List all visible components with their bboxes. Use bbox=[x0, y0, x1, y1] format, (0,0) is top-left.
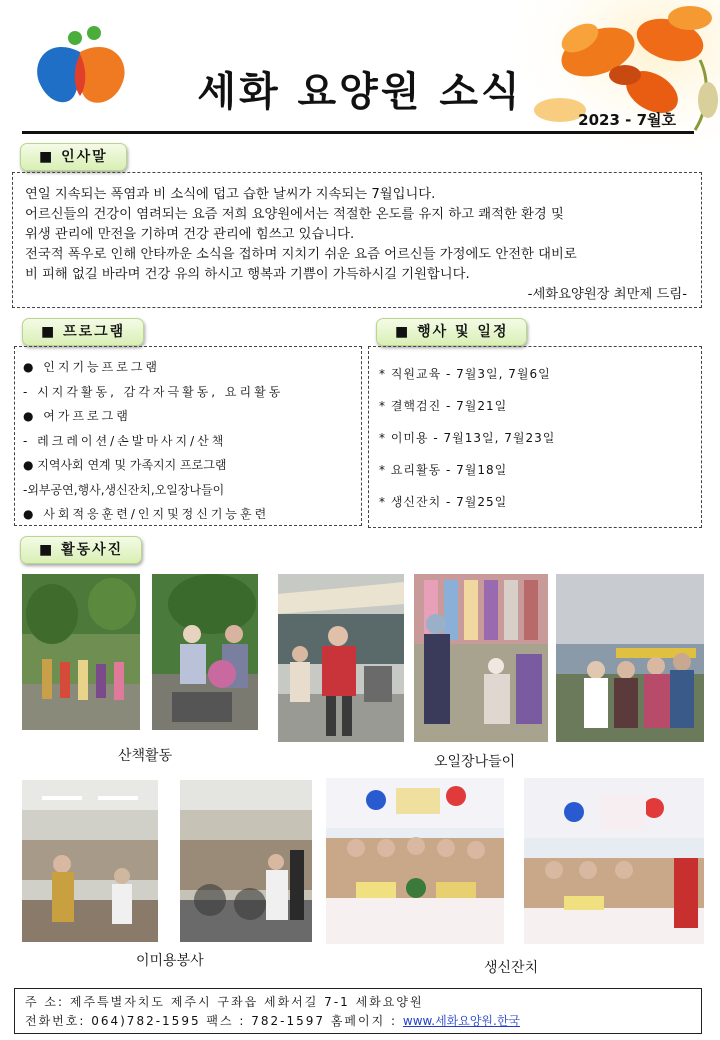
walk-photo-2 bbox=[152, 574, 258, 730]
program-detail: - 레크레이션/손발마사지/산책 bbox=[23, 433, 227, 448]
programs-box bbox=[14, 346, 362, 526]
event-item: * 결핵검진 - 7월21일 bbox=[379, 399, 508, 413]
website-link[interactable]: www.세화요양원.한국 bbox=[402, 1014, 521, 1028]
market-photo-1 bbox=[278, 574, 404, 742]
program-title: ● 여가프로그램 bbox=[23, 409, 131, 423]
birthday-photo-2 bbox=[524, 778, 704, 944]
birthday-photo-1 bbox=[326, 778, 504, 944]
footer-box bbox=[14, 988, 702, 1034]
market-photo-3 bbox=[556, 574, 704, 742]
address-value: : 제주특별자치도 제주시 구좌읍 세화서길 7-1 세화요양원 bbox=[58, 995, 424, 1009]
greeting-line: 위생 관리에 만전을 기하며 건강 관리에 힘쓰고 있습니다. bbox=[25, 227, 355, 242]
greeting-box bbox=[12, 172, 702, 308]
issue-label: 2023 - 7월호 bbox=[578, 111, 676, 129]
beauty-photo-1 bbox=[22, 780, 158, 942]
walk-photo-1 bbox=[22, 574, 140, 730]
event-item: * 이미용 - 7월13일, 7월23일 bbox=[379, 431, 556, 445]
event-item: * 생신잔치 - 7월25일 bbox=[379, 495, 508, 509]
programs-header: ■ 프로그램 bbox=[22, 318, 144, 346]
footer-contact bbox=[25, 1012, 691, 1031]
events-header: ■ 행사 및 일정 bbox=[376, 318, 527, 346]
page-title: 세화 요양원 소식 bbox=[197, 69, 523, 115]
event-item: * 직원교육 - 7월3일, 7월6일 bbox=[379, 367, 551, 381]
event-item: * 요리활동 - 7월18일 bbox=[379, 463, 508, 477]
caption-birthday: 생신잔치 bbox=[484, 960, 539, 976]
caption-market: 오일장나들이 bbox=[434, 754, 516, 770]
program-detail: -외부공연,행사,생신잔치,오일장나들이 bbox=[23, 482, 225, 497]
address-label: 주 소 bbox=[25, 995, 58, 1009]
greeting-line: 어르신들의 건강이 염려되는 요즘 저희 요양원에서는 적절한 온도를 유지 하고 쾌적한 환경 및 bbox=[25, 207, 564, 222]
program-title: ● 인지기능프로그램 bbox=[23, 360, 161, 374]
program-detail: - 시지각활동, 감각자극활동, 요리활동 bbox=[23, 384, 284, 399]
market-photo-2 bbox=[414, 574, 548, 742]
beauty-photo-2 bbox=[180, 780, 312, 942]
title-divider bbox=[22, 131, 694, 134]
greeting-line: 비 피해 없길 바라며 건강 유의 하시고 행복과 기쁨이 가득하시길 기원합니다. bbox=[25, 267, 470, 282]
greeting-line: 전국적 폭우로 인해 안타까운 소식을 접하며 지치기 쉬운 요즘 어르신들 가정에도 안전한 대비로 bbox=[25, 247, 577, 262]
footer-address bbox=[25, 993, 691, 1012]
photos-header: ■ 활동사진 bbox=[20, 536, 142, 564]
contact-value: 전화번호: 064)782-1595 팩스 : 782-1597 홈페이지 : bbox=[25, 1014, 398, 1028]
events-box bbox=[368, 346, 702, 528]
caption-beauty: 이미용봉사 bbox=[136, 953, 204, 969]
greeting-line: 연일 지속되는 폭염과 비 소식에 덥고 습한 날씨가 지속되는 7월입니다. bbox=[25, 187, 436, 202]
caption-walk: 산책활동 bbox=[118, 748, 173, 764]
program-title: ● 지역사회 연계 및 가족지지 프로그램 bbox=[23, 458, 227, 472]
greeting-signature: -세화요양원장 최만제 드림- bbox=[527, 287, 687, 302]
greeting-header: ■ 인사말 bbox=[20, 143, 127, 171]
program-title: ● 사회적응훈련/인지및정신기능훈련 bbox=[23, 507, 270, 521]
